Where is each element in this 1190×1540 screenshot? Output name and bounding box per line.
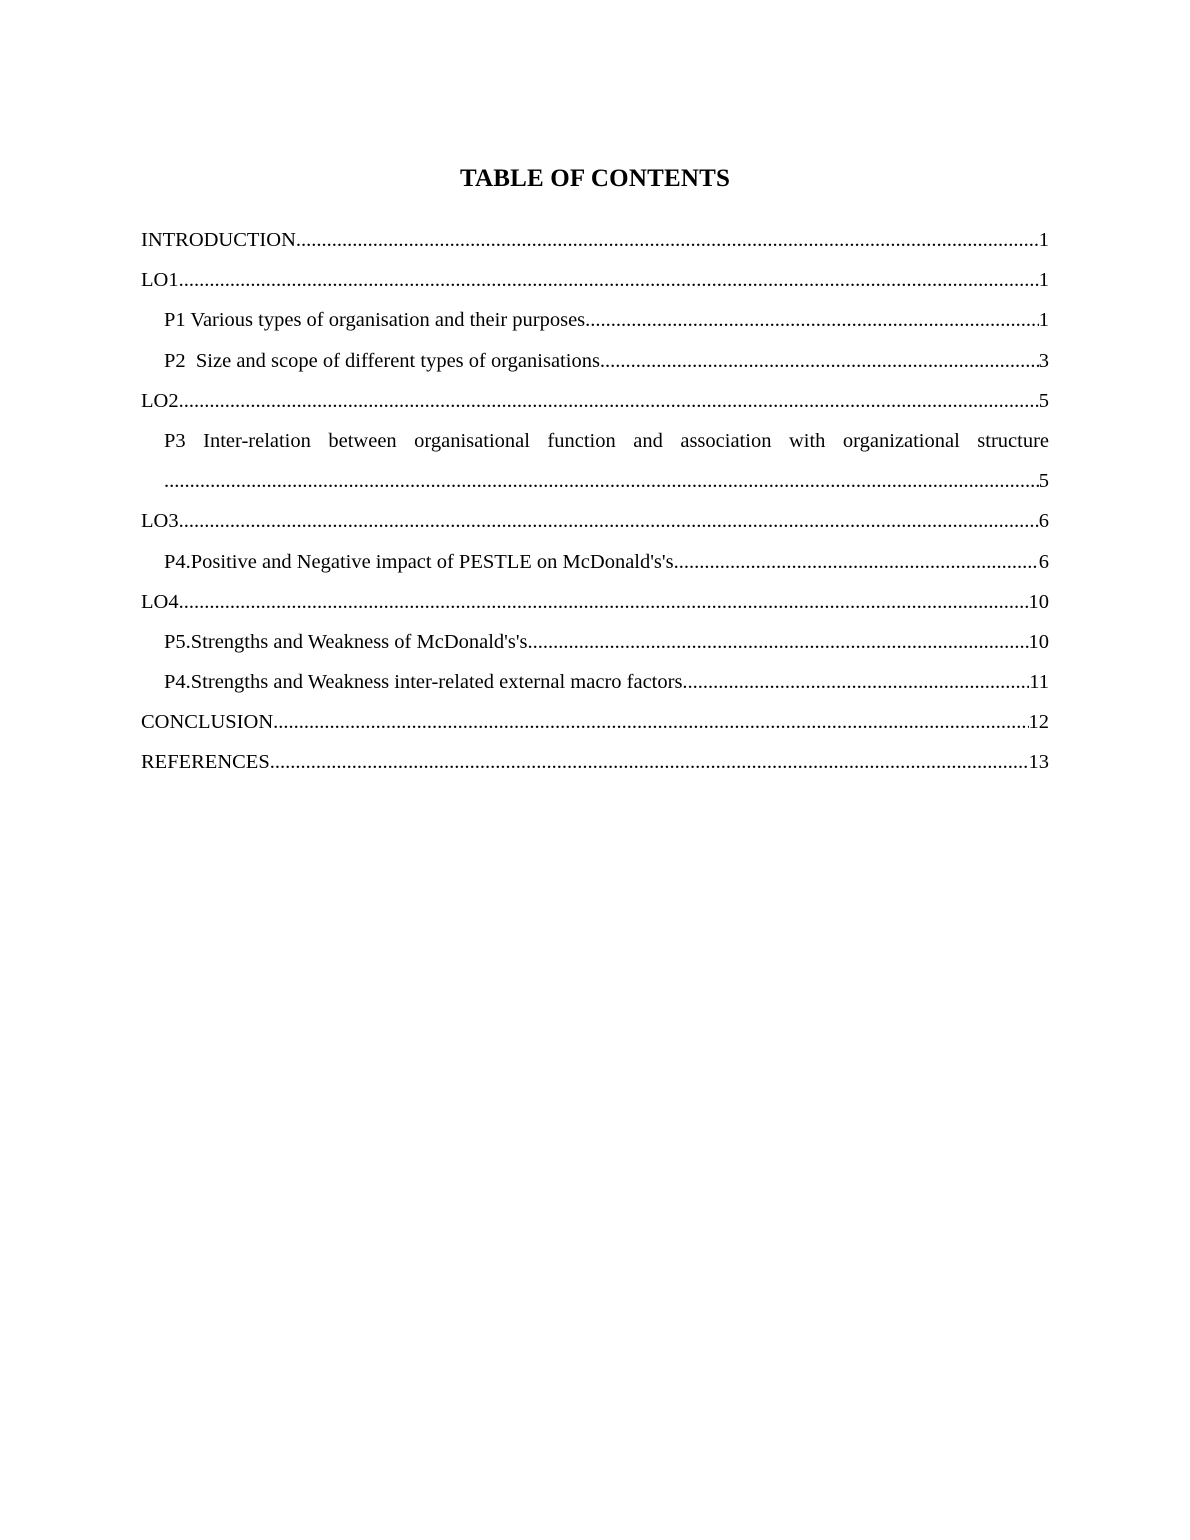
toc-entry-page: 1 bbox=[1038, 269, 1049, 292]
toc-entry-references[interactable] bbox=[141, 742, 1049, 782]
toc-entry-label: LO4 bbox=[141, 590, 179, 613]
toc-entry-label: CONCLUSION bbox=[141, 711, 274, 734]
toc-leader-dots bbox=[179, 260, 1039, 300]
toc-entry-p4-macro[interactable] bbox=[141, 662, 1049, 702]
toc-entry-page: 1 bbox=[1038, 309, 1049, 332]
toc-entry-label: REFERENCES bbox=[141, 751, 270, 774]
toc-entry-page: 5 bbox=[1038, 389, 1049, 412]
toc-entry-page: 5 bbox=[1038, 470, 1049, 493]
toc-entry-lo1[interactable] bbox=[141, 260, 1049, 300]
toc-entry-p3[interactable] bbox=[141, 421, 1049, 461]
toc-entry-p1[interactable] bbox=[141, 300, 1049, 340]
toc-entry-page: 6 bbox=[1038, 510, 1049, 533]
toc-leader-dots bbox=[296, 220, 1039, 260]
toc-entry-label: P1 Various types of organisation and their purposes bbox=[164, 309, 586, 332]
toc-entry-lo3[interactable] bbox=[141, 501, 1049, 541]
toc-leader-dots bbox=[179, 582, 1029, 622]
toc-entry-page: 12 bbox=[1028, 711, 1049, 734]
toc-leader-dots bbox=[179, 381, 1039, 421]
toc-entry-label: LO1 bbox=[141, 269, 179, 292]
toc-entry-page: 13 bbox=[1028, 751, 1049, 774]
toc-leader-dots bbox=[273, 702, 1028, 742]
toc-leader-dots bbox=[585, 300, 1039, 340]
toc-title: TABLE OF CONTENTS bbox=[459, 165, 731, 192]
toc-leader-dots bbox=[682, 662, 1029, 702]
toc-entry-lo2[interactable] bbox=[141, 381, 1049, 421]
toc-entry-page: 6 bbox=[1038, 550, 1049, 573]
toc-leader-dots bbox=[164, 461, 1039, 501]
toc-entry-p3-continuation[interactable] bbox=[141, 461, 1049, 501]
toc-entry-page: 3 bbox=[1038, 349, 1049, 372]
toc-leader-dots bbox=[674, 542, 1039, 582]
toc-entry-p5[interactable] bbox=[141, 622, 1049, 662]
toc-entry-label: P4.Positive and Negative impact of PESTLE on McDonald's's bbox=[164, 550, 674, 573]
toc-entry-page: 10 bbox=[1028, 590, 1049, 613]
toc-entry-p4-pestle[interactable] bbox=[141, 542, 1049, 582]
toc-entry-page: 10 bbox=[1028, 630, 1049, 653]
toc-entry-label: P2 Size and scope of different types of organisations bbox=[164, 349, 600, 372]
toc-entry-label: LO3 bbox=[141, 510, 179, 533]
toc-entry-conclusion[interactable] bbox=[141, 702, 1049, 742]
toc-entry-lo4[interactable] bbox=[141, 582, 1049, 622]
toc-entry-introduction[interactable] bbox=[141, 220, 1049, 260]
toc-leader-dots bbox=[179, 501, 1039, 541]
toc-leader-dots bbox=[270, 742, 1029, 782]
toc-entry-p2[interactable] bbox=[141, 341, 1049, 381]
toc-entry-page: 1 bbox=[1038, 229, 1049, 251]
toc-entry-label: P3 Inter-relation between organisational function and association with organizational structure bbox=[164, 429, 1049, 452]
toc-entry-label: P4.Strengths and Weakness inter-related external macro factors bbox=[164, 671, 683, 694]
toc-entry-label: P5.Strengths and Weakness of McDonald's's bbox=[164, 630, 528, 653]
toc-leader-dots bbox=[600, 341, 1039, 381]
toc-leader-dots bbox=[528, 622, 1029, 662]
toc-entry-label: INTRODUCTION bbox=[141, 229, 296, 251]
toc-entry-label: LO2 bbox=[141, 389, 179, 412]
toc-entry-page: 11 bbox=[1029, 671, 1049, 694]
table-of-contents bbox=[141, 220, 1049, 783]
